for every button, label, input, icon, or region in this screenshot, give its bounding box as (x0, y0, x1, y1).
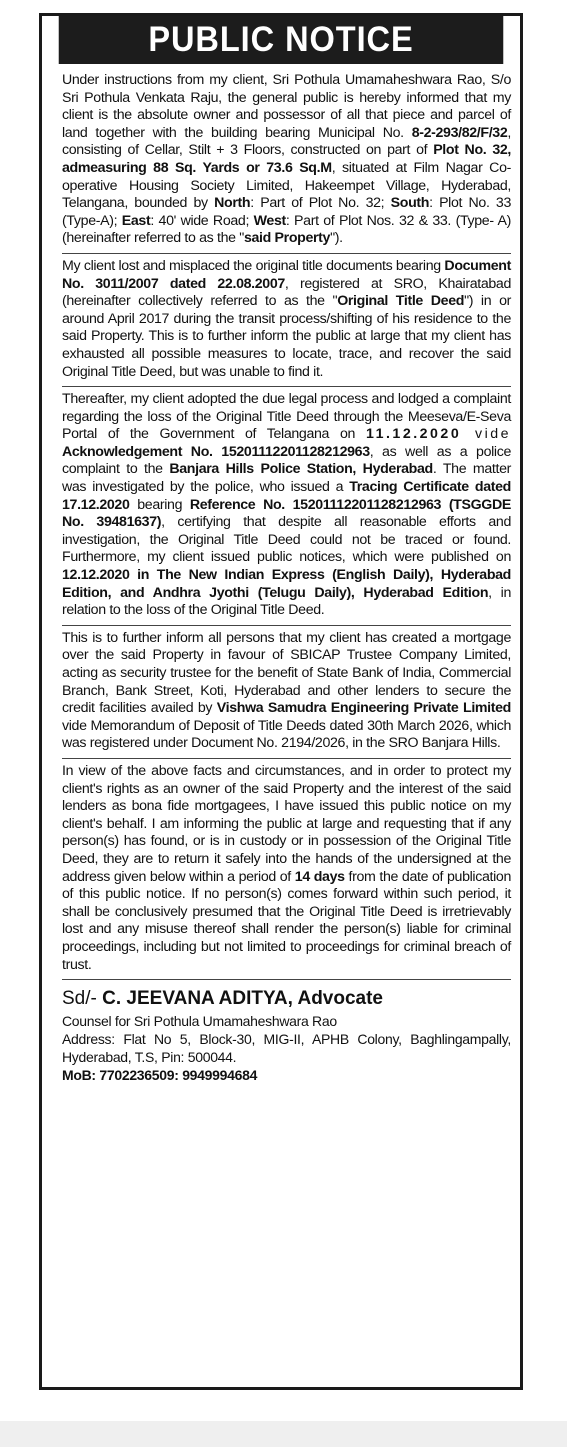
complaint-date: 11.12.2020 (365, 426, 462, 443)
tracing-certificate: Tracing Certificate dated 17.12.2020 (62, 479, 511, 513)
signatory-line (62, 986, 511, 1012)
text: ") in or around April 2017 during the transit process/shifting of his residence to the said Property. This is to further inform the public at large that my client has exhausted all possible measures to locate, trace, and recover the said Original Title Deed, but was unable to find it. (62, 293, 511, 380)
notice-title: PUBLIC NOTICE (59, 16, 504, 64)
boundary-south: South (390, 195, 430, 212)
text: My client lost and misplaced the original title documents bearing (62, 257, 445, 274)
text: : 40' wide Road; (150, 212, 254, 229)
text: : Part of Plot Nos. 32 & 33. (Type- A) (hereinafter referred to as the " (62, 212, 511, 247)
public-notice (39, 13, 523, 1390)
said-property-term: said Property (243, 230, 331, 247)
signature-block (62, 980, 511, 1084)
signature-prefix: Sd/- (62, 988, 97, 1010)
text: : Part of Plot No. 32; (250, 195, 391, 212)
borrower-company: Vishwa Samudra Engineering Private Limited (216, 700, 511, 717)
text: . The matter was investigated by the police, who issued a (62, 461, 512, 496)
boundary-east: East (121, 212, 151, 229)
paragraph-ownership (62, 64, 511, 254)
text: bearing (129, 496, 190, 513)
mobile-line: MoB: 7702236509: 9949994684 (62, 1067, 258, 1084)
text: Under instructions from my client, Sri Pothula Umamaheshwara Rao, S/o Sri Pothula Venkata Raju, the general public is hereby informed that my client is the absolute owner and possessor of all that piece and parcel of land together with the building bearing Municipal No. (62, 72, 511, 141)
deadline-days: 14 days (294, 868, 345, 885)
text: In view of the above facts and circumstances, and in order to protect my client's rights as an owner of the said Property and the interest of the said lenders as bona fide mortgagees, I have issued this public notice on my client's behalf. I am informing the public at large and requesting that if any person(s) has found, or is in custody or in possession of the Original Title Deed, they are to return it safely into the hands of the undersigned at the address given below within a period of (62, 762, 511, 885)
text: , registered at SRO, Khairatabad (hereinafter collectively referred to as the " (62, 275, 511, 310)
counsel-line: Counsel for Sri Pothula Umamaheshwara Rao (62, 1013, 337, 1030)
paragraph-complaint (62, 387, 511, 626)
signatory-role: Advocate (297, 988, 383, 1010)
municipal-number: 8-2-293/82/F/32 (411, 124, 508, 141)
notice-body (42, 64, 520, 1084)
acknowledgement-number: Acknowledgement No. 15201112201128212963 (62, 443, 370, 460)
text: : Plot No. 33 (Type-A); (62, 195, 511, 229)
reference-number: Reference No. 15201112201128212963 (TSGGDE No. 39481637) (62, 496, 511, 531)
plot-details: Plot No. 32, admeasuring 88 Sq. Yards or 73.6 Sq.M (62, 142, 511, 176)
text: , situated at Film Nagar Co-operative Housing Society Limited, Hakeempet Village, Hyderabad, Telangana, bounded by (62, 159, 511, 212)
text: , consisting of Cellar, Stilt + 3 Floors, constructed on part of (62, 124, 511, 159)
police-station: Banjara Hills Police Station, Hyderabad (169, 461, 433, 478)
paragraph-mortgage (62, 626, 511, 759)
boundary-west: West (253, 212, 286, 229)
text: , certifying that despite all reasonable efforts and investigation, the Original Title Deed could not be traced or found. Furthermore, my client issued public notices, which were published on (62, 514, 512, 566)
signatory-name: C. JEEVANA ADITYA, (102, 988, 293, 1010)
paragraph-request (62, 759, 511, 980)
paragraph-loss (62, 254, 511, 387)
text: , in relation to the loss of the Original Title Deed. (62, 584, 511, 619)
text: Thereafter, my client adopted the due legal process and lodged a complaint regarding the loss of the Original Title Deed through the Meeseva/E-Seva Portal of the Government of Telangana on (62, 391, 511, 443)
text: , as well as a police complaint to the (62, 443, 511, 478)
boundary-north: North (214, 195, 251, 212)
text: "). (330, 230, 343, 247)
text: from the date of publication of this public notice. If no person(s) comes forward within such period, it shall be conclusively presumed that the Original Title Deed is irretrievably lost and any misuse thereof shall render the person(s) liable for criminal proceedings, including but not limited to proceedings for criminal breach of trust. (62, 868, 511, 973)
text: This is to further inform all persons that my client has created a mortgage over the said Property in favour of SBICAP Trustee Company Limited, acting as security trustee for the benefit of State Bank of India, Commercial Branch, Bank Street, Koti, Hyderabad and other lenders to secure the credit facilities availed by (62, 629, 511, 717)
original-title-deed-term: Original Title Deed (337, 293, 465, 310)
page-footer-band (0, 1421, 567, 1447)
text: vide Memorandum of Deposit of Title Deeds dated 30th March 2026, which was registered under Document No. 2194/2026, in the SRO Banjara Hills. (62, 717, 511, 752)
document-number: Document No. 3011/2007 dated 22.08.2007 (62, 257, 511, 292)
newspaper-publication: 12.12.2020 in The New Indian Express (English Daily), Hyderabad Edition, and Andhra Jyothi (Telugu Daily), Hyderabad Edition (62, 567, 511, 601)
text: vide (461, 426, 512, 443)
address-line: Address: Flat No 5, Block-30, MIG-II, APHB Colony, Baghlingampally, Hyderabad, T.S, Pin: 500044. (62, 1031, 511, 1066)
